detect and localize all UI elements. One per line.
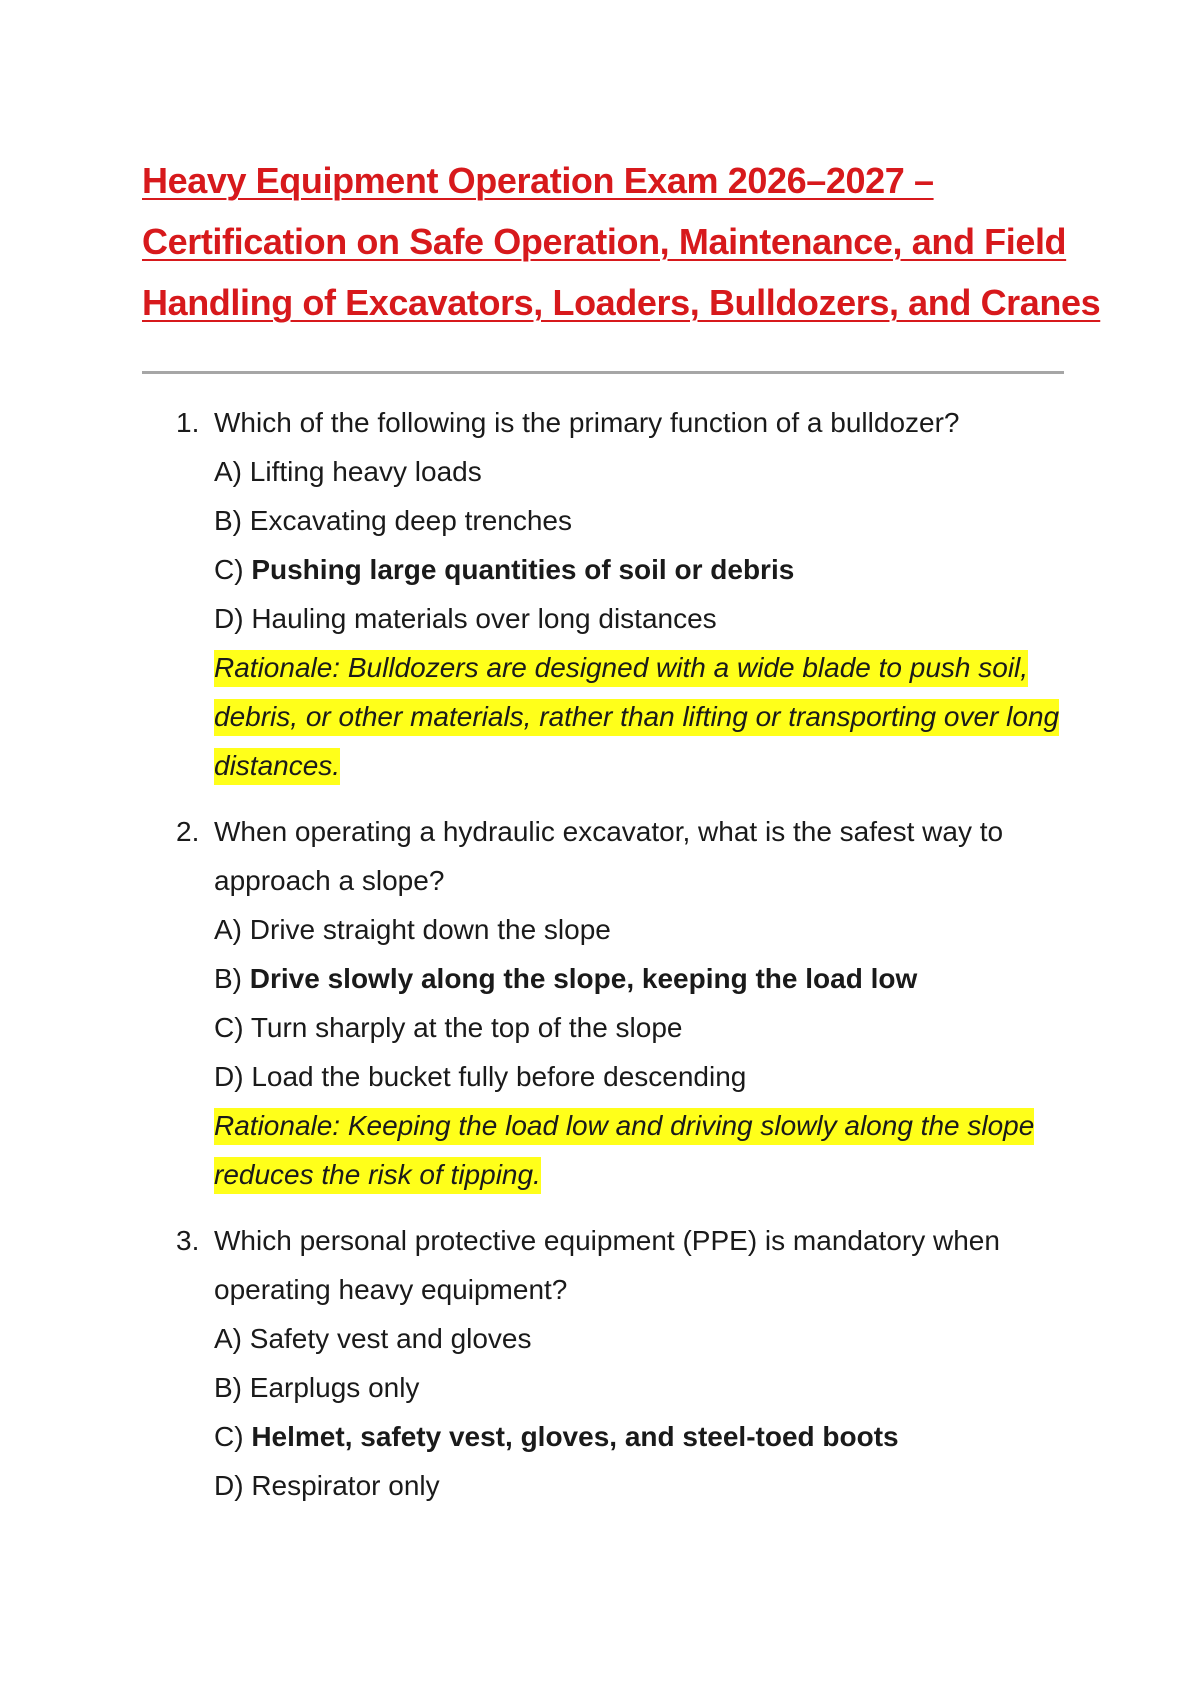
option-text: Excavating deep trenches	[249, 505, 572, 536]
title-line: Handling of Excavators, Loaders, Bulldozers, and Cranes	[142, 282, 1101, 323]
question-item	[176, 807, 1076, 1199]
option-text-correct: Helmet, safety vest, gloves, and steel-toed boots	[251, 1421, 899, 1452]
option-text: Turn sharply at the top of the slope	[250, 1012, 683, 1043]
question-list	[176, 398, 1076, 1527]
answer-option	[214, 496, 1076, 545]
option-letter: B)	[214, 1372, 250, 1403]
option-text-correct: Drive slowly along the slope, keeping the load low	[249, 963, 918, 994]
option-letter: A)	[214, 914, 250, 945]
option-text: Load the bucket fully before descending	[251, 1061, 747, 1092]
option-letter: C)	[214, 1012, 251, 1043]
horizontal-divider	[142, 371, 1064, 374]
document-title	[142, 150, 1101, 333]
option-letter: C)	[214, 1421, 252, 1452]
question-number: 1.	[176, 407, 200, 438]
question-number: 2.	[176, 816, 200, 847]
answer-option-correct	[214, 954, 1076, 1003]
rationale-text: Rationale: Bulldozers are designed with a wide blade to push soil, debris, or other materials, rather than lifting or transporting over long distances.	[214, 650, 1059, 785]
answer-option	[214, 1314, 1076, 1363]
title-line: Certification on Safe Operation, Maintenance, and Field	[142, 221, 1067, 262]
option-letter: D)	[214, 1470, 252, 1501]
question-item	[176, 1216, 1076, 1510]
answer-option	[214, 1461, 1076, 1510]
option-letter: D)	[214, 1061, 252, 1092]
question-item	[176, 398, 1076, 790]
option-text: Drive straight down the slope	[249, 914, 611, 945]
answer-option	[214, 1363, 1076, 1412]
answer-option-correct	[214, 545, 1076, 594]
title-line: Heavy Equipment Operation Exam 2026–2027 –	[142, 160, 934, 201]
answer-option	[214, 594, 1076, 643]
rationale	[214, 1101, 1064, 1199]
answer-option	[214, 1052, 1076, 1101]
option-letter: B)	[214, 963, 250, 994]
option-text: Earplugs only	[249, 1372, 420, 1403]
option-letter: B)	[214, 505, 250, 536]
option-text: Hauling materials over long distances	[251, 603, 717, 634]
question-text: Which of the following is the primary function of a bulldozer?	[214, 407, 960, 438]
answer-option-correct	[214, 1412, 1076, 1461]
option-letter: A)	[214, 1323, 250, 1354]
question-number: 3.	[176, 1225, 200, 1256]
option-text: Safety vest and gloves	[249, 1323, 532, 1354]
rationale-text: Rationale: Keeping the load low and driving slowly along the slope reduces the risk of tipping.	[214, 1108, 1034, 1194]
option-text-correct: Pushing large quantities of soil or debris	[251, 554, 795, 585]
answer-option	[214, 447, 1076, 496]
option-text: Respirator only	[251, 1470, 440, 1501]
option-letter: D)	[214, 603, 252, 634]
rationale	[214, 643, 1064, 790]
answer-option	[214, 1003, 1076, 1052]
answer-option	[214, 905, 1076, 954]
question-text: Which personal protective equipment (PPE) is mandatory when operating heavy equipment?	[214, 1225, 1000, 1305]
option-letter: A)	[214, 456, 250, 487]
option-letter: C)	[214, 554, 252, 585]
question-text: When operating a hydraulic excavator, what is the safest way to approach a slope?	[214, 816, 1004, 896]
option-text: Lifting heavy loads	[249, 456, 482, 487]
